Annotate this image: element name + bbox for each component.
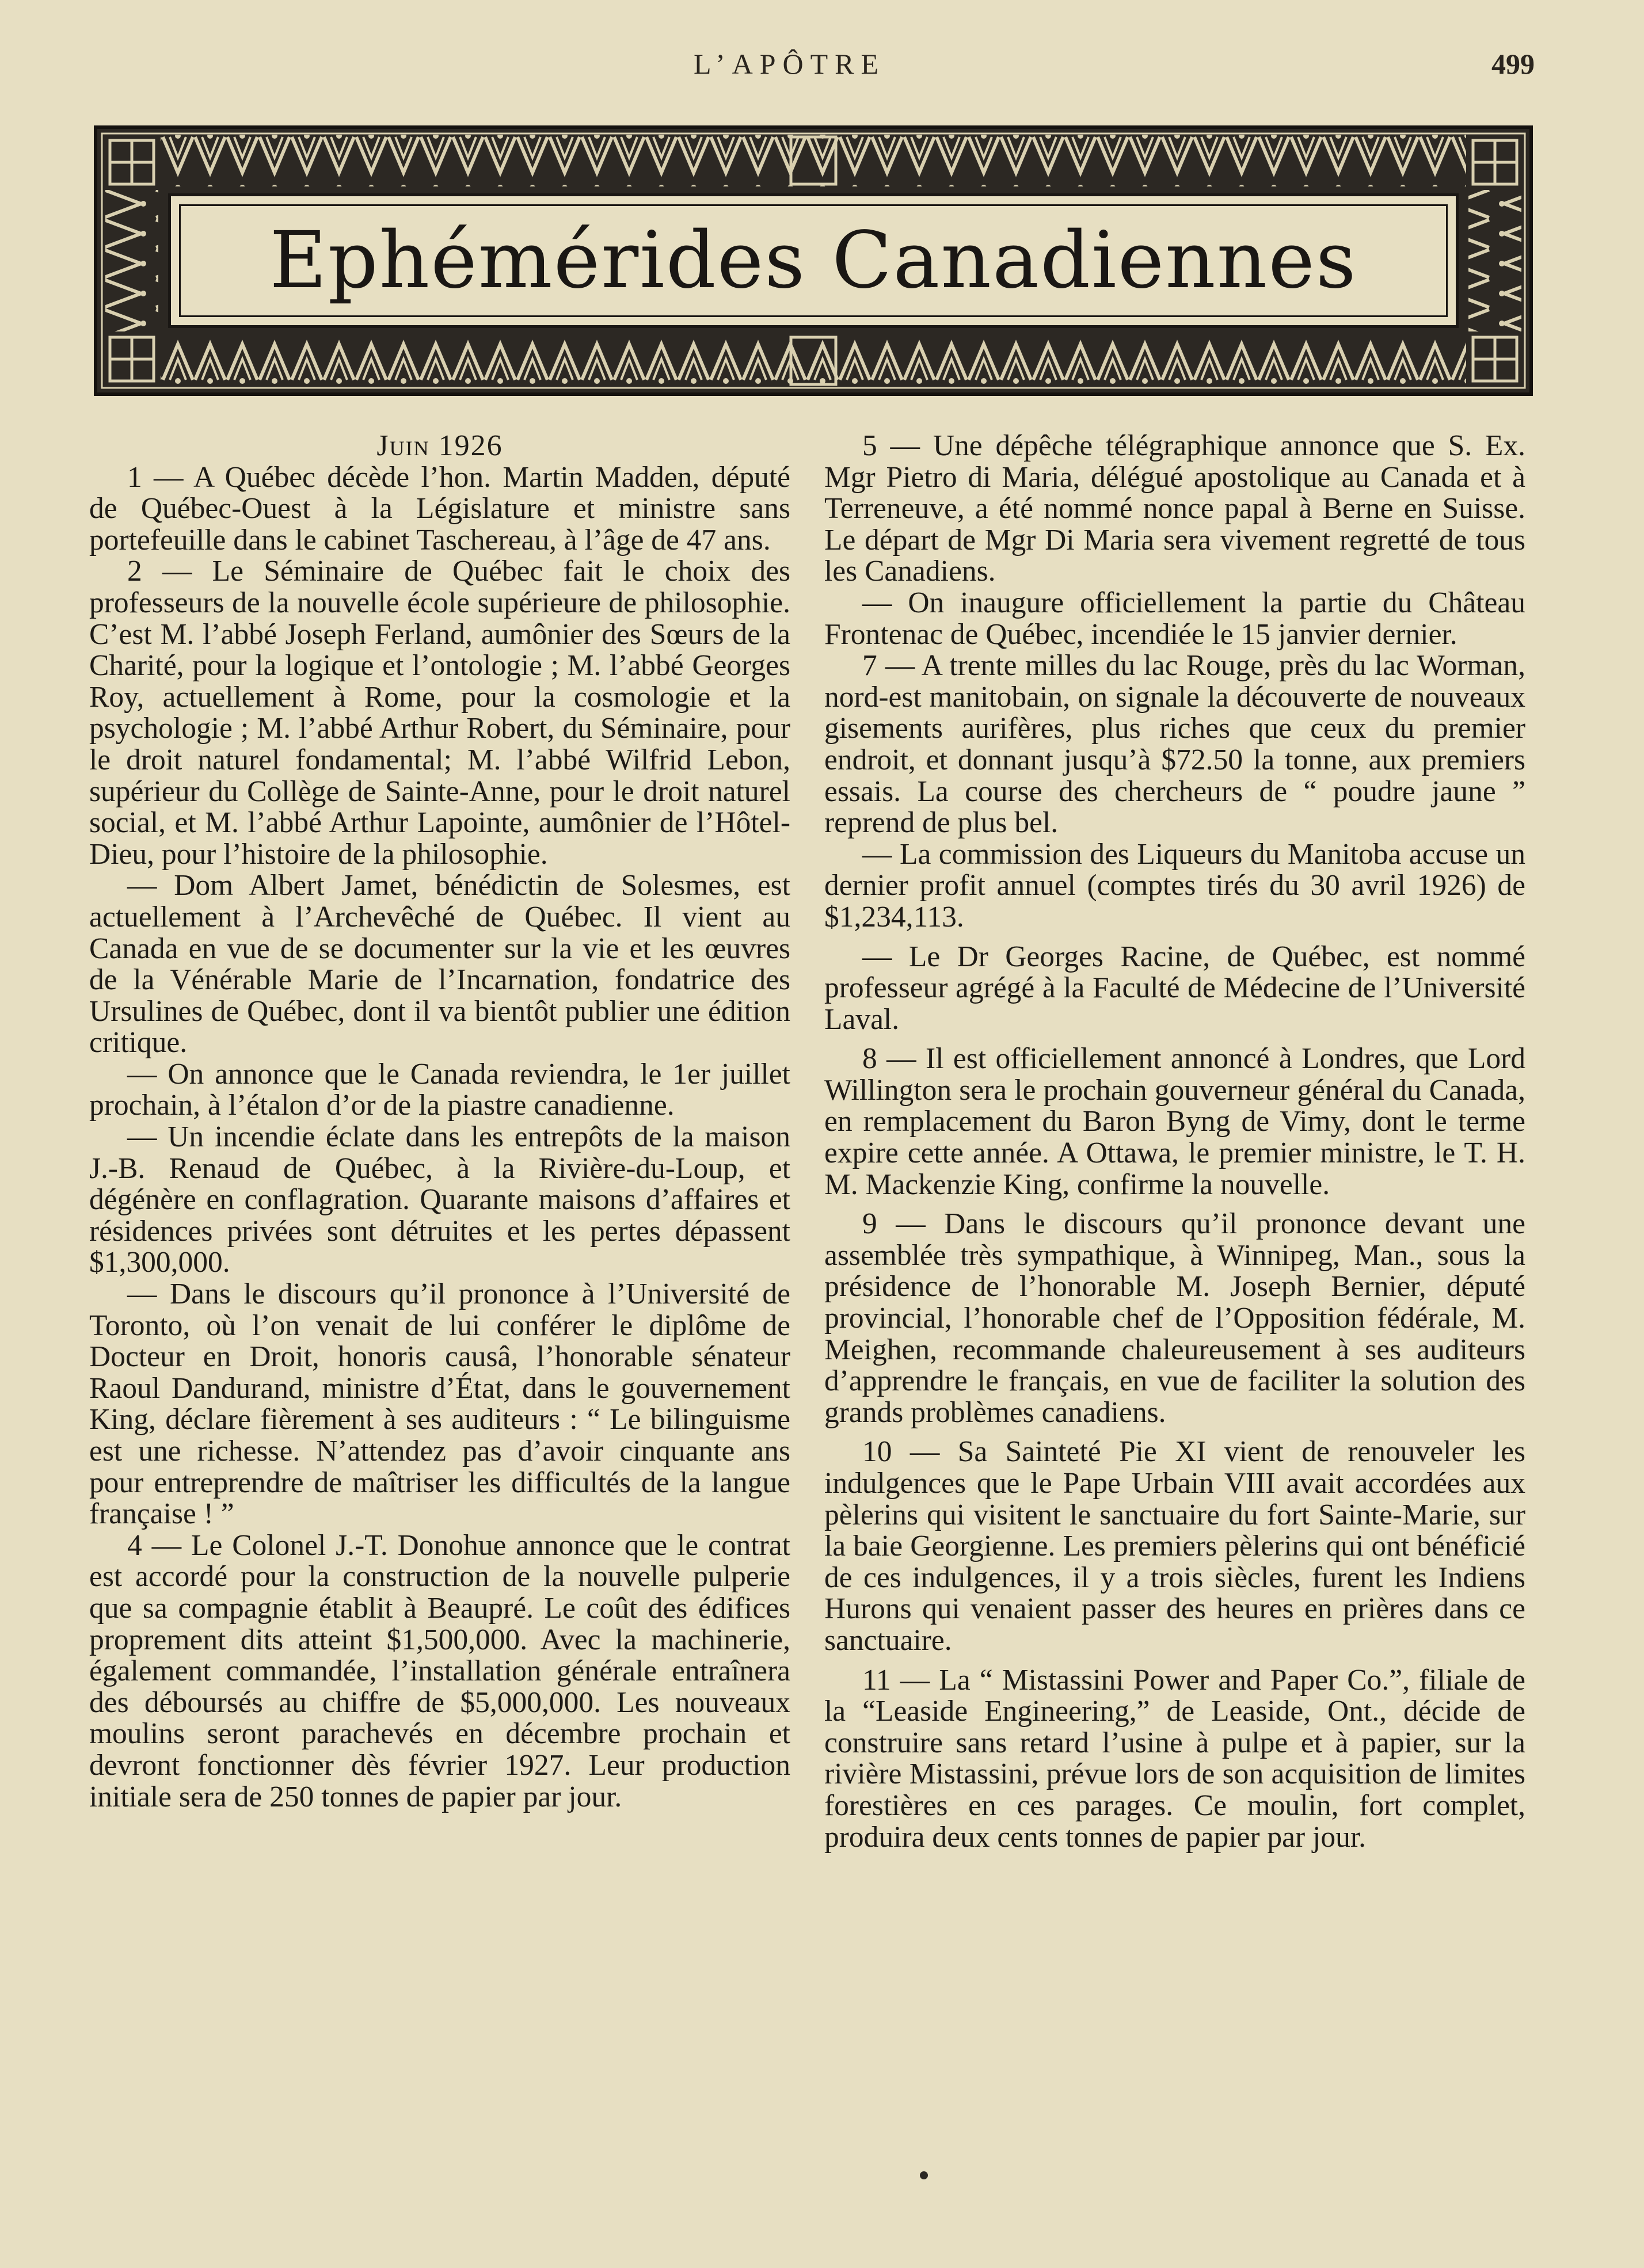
entry-paragraph: 11 — La “ Mistassini Power and Paper Co.”, filiale de la “Leaside Engineering,” de Leaside, Ont., décide de construire sans retard l’usine à pulpe et à papier, sur la rivière Mistassini, prévue lors de son acquisition de limites forestières en ces parages. Ce moulin, fort complet, produira deux cents tonnes de papier par jour. xyxy=(824,1663,1525,1854)
page-title: Ephémérides Canadiennes xyxy=(269,215,1357,306)
right-column xyxy=(824,430,1525,1853)
page-number: 499 xyxy=(1491,48,1535,80)
entry-paragraph: 8 — Il est officiellement annoncé à Londres, que Lord Willington sera le prochain gouverneur général du Canada, en remplacement du Baron Byng de Vimy, dont le terme expire cette année. A Ottawa, le premier ministre, le T. H. M. Mackenzie King, confirme la nouvelle. xyxy=(824,1042,1525,1201)
entry-paragraph: — On annonce que le Canada reviendra, le 1er juillet prochain, à l’étalon d’or de la piastre canadienne. xyxy=(89,1057,790,1122)
entry-paragraph: — Dans le discours qu’il prononce à l’Université de Toronto, où l’on venait de lui conférer le diplôme de Docteur en Droit, honoris causâ, l’honorable sénateur Raoul Dandurand, ministre d’État, dans le gouvernement King, déclare fièrement à ses auditeurs : “ Le bilinguisme est une richesse. N’attendez pas d’avoir cinquante ans pour entreprendre de maîtriser les difficultés de la langue française ! ” xyxy=(89,1278,790,1531)
end-dot-icon xyxy=(920,2171,928,2179)
left-column xyxy=(89,430,790,1813)
entry-paragraph: — Un incendie éclate dans les entrepôts de la maison J.-B. Renaud de Québec, à la Rivière-du-Loup, et dégénère en conflagration. Quarante maisons d’affaires et résidences privées sont détruites et les pertes dépassent $1,300,000. xyxy=(89,1120,790,1279)
entry-paragraph: 9 — Dans le discours qu’il prononce devant une assemblée très sympathique, à Winnipeg, Man., sous la présidence de l’honorable M. Joseph Bernier, député provincial, l’honorable chef de l’Opposition fédérale, M. Meighen, recommande chaleureusement à ses auditeurs d’apprendre le français, en vue de faciliter la solution des grands problèmes canadiens. xyxy=(824,1207,1525,1429)
running-title: L’APÔTRE xyxy=(694,48,886,80)
entry-paragraph: 7 — A trente milles du lac Rouge, près du lac Worman, nord-est manitobain, on signale la découverte de nouveaux gisements aurifères, plus riches que ceux du premier endroit, et donnant jusqu’à $72.50 la tonne, aux premiers essais. La course des chercheurs de “ poudre jaune ” reprend de plus bel. xyxy=(824,649,1525,840)
entry-paragraph: — Le Dr Georges Racine, de Québec, est nommé professeur agrégé à la Faculté de Médecine de l’Université Laval. xyxy=(824,940,1525,1036)
month-heading: Juin 1926 xyxy=(376,429,503,462)
banner-panel xyxy=(168,193,1459,328)
entry-paragraph: — La commission des Liqueurs du Manitoba accuse un dernier profit annuel (comptes tirés du 30 avril 1926) de $1,234,113. xyxy=(824,837,1525,933)
entry-paragraph: 5 — Une dépêche télégraphique annonce que S. Ex. Mgr Pietro di Maria, délégué apostolique au Canada et à Terreneuve, a été nommé nonce papal à Berne en Suisse. Le départ de Mgr Di Maria sera vivement regretté de tous les Canadiens. xyxy=(824,429,1525,588)
entry-paragraph: 1 — A Québec décède l’hon. Martin Madden, député de Québec-Ouest à la Législature et ministre sans portefeuille dans le cabinet Taschereau, à l’âge de 47 ans. xyxy=(89,460,790,556)
entry-paragraph: — On inaugure officiellement la partie du Château Frontenac de Québec, incendiée le 15 janvier dernier. xyxy=(824,586,1525,651)
title-banner xyxy=(94,125,1533,396)
entry-paragraph: 4 — Le Colonel J.-T. Donohue annonce que le contrat est accordé pour la construction de la nouvelle pulperie que sa compagnie établit à Beaupré. Le coût des édifices proprement dits atteint $1,500,000. Avec la machinerie, également commandée, l’installation générale entraînera des déboursés au chiffre de $5,000,000. Les nouveaux moulins seront parachevés en décembre prochain et devront fonctionner dès février 1927. Leur production initiale sera de 250 tonnes de papier par jour. xyxy=(89,1528,790,1813)
running-head xyxy=(0,47,1644,93)
entry-paragraph: — Dom Albert Jamet, bénédictin de Solesmes, est actuellement à l’Archevêché de Québec. Il vient au Canada en vue de se documenter sur la vie et les œuvres de la Vénérable Marie de l’Incarnation, fondatrice des Ursulines de Québec, dont il va bientôt publier une édition critique. xyxy=(89,869,790,1059)
entry-paragraph: 10 — Sa Sainteté Pie XI vient de renouveler les indulgences que le Pape Urbain VIII avait accordées aux pèlerins qui visitent le sanctuaire du fort Sainte-Marie, sur la baie Georgienne. Les premiers pèlerins qui ont bénéficié de ces indulgences, il y a trois siècles, furent les Indiens Hurons qui venaient passer des heures en prières dans ce sanctuaire. xyxy=(824,1435,1525,1657)
entry-paragraph: 2 — Le Séminaire de Québec fait le choix des professeurs de la nouvelle école supérieure de philosophie. C’est M. l’abbé Joseph Ferland, aumônier des Sœurs de la Charité, pour la logique et l’ontologie ; M. l’abbé Georges Roy, actuellement à Rome, pour la cosmologie et la psychologie ; M. l’abbé Arthur Robert, du Séminaire, pour le droit naturel fondamental; M. l’abbé Wilfrid Lebon, supérieur du Collège de Sainte-Anne, pour le droit naturel social, et M. l’abbé Arthur Lapointe, aumônier de l’Hôtel-Dieu, pour l’histoire de la philosophie. xyxy=(89,555,790,871)
